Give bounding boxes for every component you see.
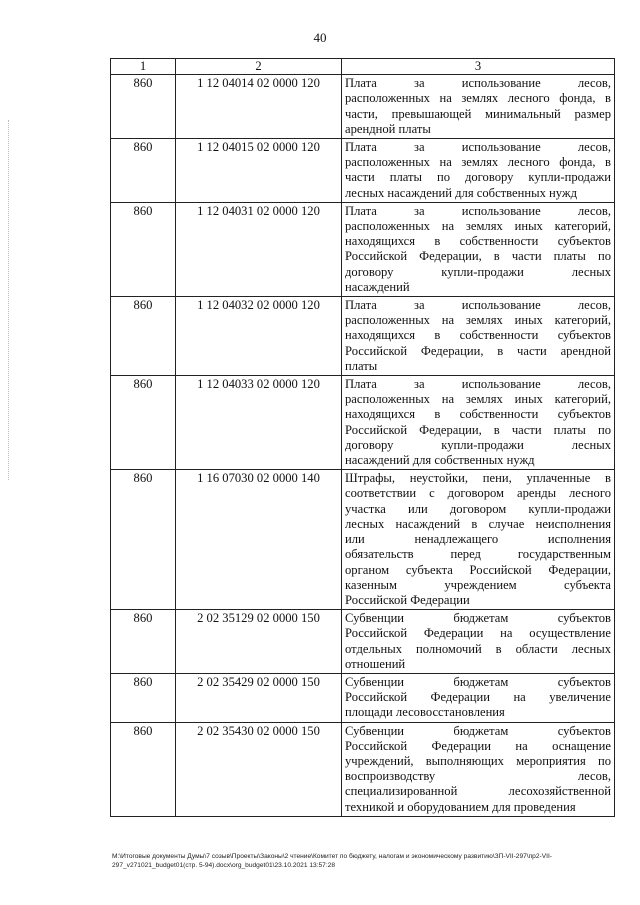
description-line: находящихся в собственности субъектов — [345, 328, 611, 343]
description-line: Субвенции бюджетам субъектов — [345, 723, 611, 738]
description-line: казенным учреждением субъекта — [345, 577, 611, 592]
description-line: Плата за использование лесов, — [345, 203, 611, 218]
admin-code-cell: 860 — [111, 376, 176, 470]
description-line: расположенных на землях иных категорий, — [345, 392, 611, 407]
admin-code-cell: 860 — [111, 470, 176, 610]
header-col-2: 2 — [176, 59, 342, 75]
description-line: площади лесовосстановления — [345, 705, 505, 720]
description-line: договору купли-продажи лесных — [345, 437, 611, 452]
table-row — [111, 202, 615, 296]
budget-code-cell: 1 12 04032 02 0000 120 — [176, 297, 342, 376]
description-line: Плата за использование лесов, — [345, 140, 611, 155]
description-line: Российской Федерации, в части платы по — [345, 422, 611, 437]
budget-code-cell: 1 16 07030 02 0000 140 — [176, 470, 342, 610]
page-number: 40 — [313, 30, 327, 45]
description-line: отношений — [345, 656, 406, 671]
budget-code-cell: 1 12 04015 02 0000 120 — [176, 139, 342, 203]
admin-code-cell: 860 — [111, 202, 176, 296]
description-line: участка или договором купли-продажи — [345, 501, 611, 516]
table-body — [111, 75, 615, 817]
table-row — [111, 722, 615, 816]
admin-code-cell: 860 — [111, 610, 176, 674]
table-row — [111, 470, 615, 610]
description-line: платы — [345, 358, 378, 373]
description-line: находящихся в собственности субъектов — [345, 234, 611, 249]
description-line: обязательств перед государственным — [345, 547, 611, 562]
description-line: Российской Федерации на оснащение — [345, 738, 611, 753]
revenue-description-cell — [342, 202, 615, 296]
description-line: Российской Федерации на увеличение — [345, 690, 611, 705]
revenue-description-cell — [342, 376, 615, 470]
revenue-description-cell — [342, 75, 615, 139]
description-line: части, превышающей минимальный размер — [345, 106, 611, 121]
description-line: техникой и оборудованием для проведения — [345, 799, 576, 814]
description-line: воспроизводству лесов, — [345, 769, 611, 784]
budget-code-cell: 1 12 04033 02 0000 120 — [176, 376, 342, 470]
description-line: Российской Федерации, в части арендной — [345, 343, 611, 358]
admin-code-cell: 860 — [111, 722, 176, 816]
table-row — [111, 673, 615, 722]
header-col-1: 1 — [111, 59, 176, 75]
budget-classification-table — [110, 58, 615, 817]
revenue-description-cell — [342, 139, 615, 203]
description-line: учреждений, выполняющих мероприятия по — [345, 753, 611, 768]
description-line: насаждений для собственных нужд — [345, 453, 535, 468]
budget-code-cell: 2 02 35430 02 0000 150 — [176, 722, 342, 816]
description-line: Плата за использование лесов, — [345, 377, 611, 392]
budget-code-cell: 2 02 35129 02 0000 150 — [176, 610, 342, 674]
description-line: отдельных полномочий в области лесных — [345, 641, 611, 656]
description-line: арендной платы — [345, 121, 431, 136]
table-row — [111, 376, 615, 470]
header-col-3: 3 — [342, 59, 615, 75]
description-line: насаждений — [345, 279, 410, 294]
revenue-description-cell — [342, 610, 615, 674]
description-line: Российской Федерации — [345, 592, 470, 607]
revenue-description-cell — [342, 673, 615, 722]
admin-code-cell: 860 — [111, 139, 176, 203]
admin-code-cell: 860 — [111, 673, 176, 722]
margin-scan-mark — [8, 120, 10, 480]
table-header-row — [111, 59, 615, 75]
table-row — [111, 75, 615, 139]
table-row — [111, 297, 615, 376]
description-line: договору купли-продажи лесных — [345, 264, 611, 279]
description-line: расположенных на землях иных категорий, — [345, 313, 611, 328]
description-line: органом субъекта Российской Федерации, — [345, 562, 611, 577]
description-line: находящихся в собственности субъектов — [345, 407, 611, 422]
table-row — [111, 610, 615, 674]
description-line: расположенных на землях лесного фонда, в — [345, 91, 611, 106]
admin-code-cell: 860 — [111, 75, 176, 139]
description-line: Штрафы, неустойки, пени, уплаченные в — [345, 471, 611, 486]
revenue-description-cell — [342, 297, 615, 376]
budget-code-cell: 2 02 35429 02 0000 150 — [176, 673, 342, 722]
description-line: Российской Федерации на осуществление — [345, 626, 611, 641]
description-line: расположенных на землях лесного фонда, в — [345, 155, 611, 170]
description-line: Российской Федерации, в части платы по — [345, 249, 611, 264]
description-line: соответствии с договором аренды лесного — [345, 486, 611, 501]
description-line: лесных насаждений для собственных нужд — [345, 185, 578, 200]
description-line: Плата за использование лесов, — [345, 76, 611, 91]
revenue-description-cell — [342, 722, 615, 816]
budget-code-cell: 1 12 04031 02 0000 120 — [176, 202, 342, 296]
description-line: части платы по договору купли-продажи — [345, 170, 611, 185]
admin-code-cell: 860 — [111, 297, 176, 376]
table-row — [111, 139, 615, 203]
description-line: Плата за использование лесов, — [345, 298, 611, 313]
revenue-description-cell — [342, 470, 615, 610]
description-line: расположенных на землях иных категорий, — [345, 219, 611, 234]
description-line: лесных насаждений в случае неисполнения — [345, 516, 611, 531]
file-path-footer: М:\Итоговые документы Думы\7 созыв\Проекты\Законы\2 чтение\Комитет по бюджету, налогам и экономическому развитию\ЗП-VII-297\пр2-VII-297_v271021_budget01(стр. 5-94).docx\org_budget01\23.10.2021 13:57:28 — [112, 853, 552, 869]
description-line: или ненадлежащего исполнения — [345, 532, 611, 547]
description-line: специализированной лесохозяйственной — [345, 784, 611, 799]
budget-code-cell: 1 12 04014 02 0000 120 — [176, 75, 342, 139]
description-line: Субвенции бюджетам субъектов — [345, 611, 611, 626]
description-line: Субвенции бюджетам субъектов — [345, 674, 611, 689]
